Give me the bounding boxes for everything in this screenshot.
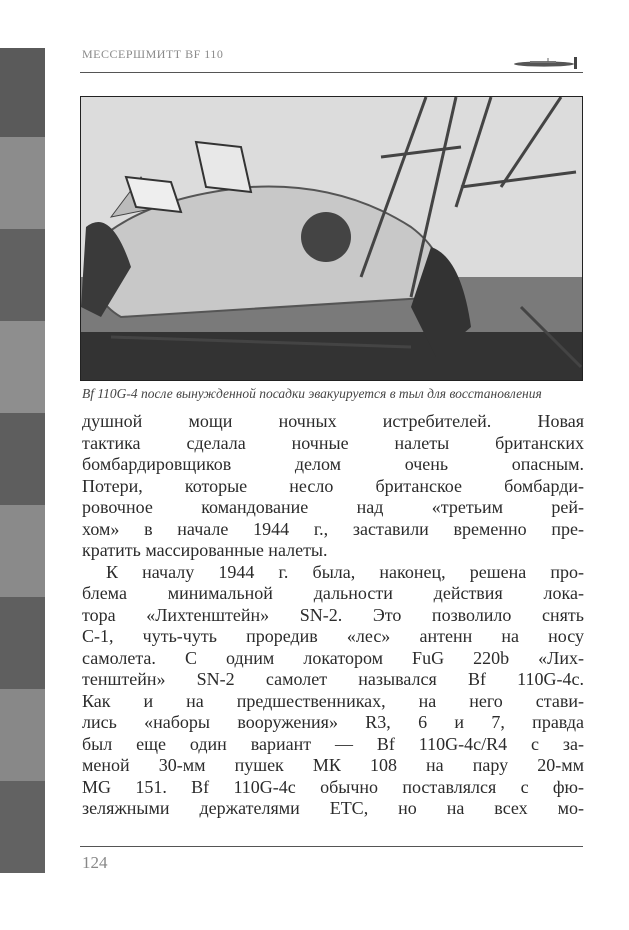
paragraph-2 (82, 562, 584, 820)
footer-rule (80, 846, 583, 847)
text-line: зеляжными держателями ЕТС, но на всех мо- (82, 798, 584, 818)
scan-edge-stripes (0, 48, 45, 872)
aircraft-silhouette-icon (510, 55, 582, 71)
page-number: 124 (82, 853, 108, 872)
text-line: лись «наборы вооружения» R3, 6 и 7, правда (82, 712, 584, 732)
text-column (82, 386, 584, 820)
text-line: меной 30-мм пушек МК 108 на пару 20-мм (82, 755, 584, 775)
text-line: тенштейн» SN-2 самолет назывался Bf 110G-4c. (82, 669, 584, 689)
text-line: MG 151. Bf 110G-4c обычно поставлялся с фю- (82, 776, 584, 797)
text-line: был еще один вариант — Bf 110G-4c/R4 с за- (82, 733, 584, 754)
text-line: тактика сделала ночные налеты британских (82, 432, 584, 453)
text-line: кратить массированные налеты. (82, 540, 328, 560)
text-line: бомбардировщиков делом очень опасным. (82, 454, 584, 474)
text-line: блема минимальной дальности действия лока- (82, 583, 584, 603)
body-text (82, 411, 584, 820)
text-line: хом» в начале 1944 г., заставили временно пре- (82, 518, 584, 539)
text-line: Потери, которые несло британское бомбарди- (82, 475, 584, 496)
text-line: Как и на предшественниках, на него стави- (82, 690, 584, 711)
text-line: самолета. С одним локатором FuG 220b «Лих- (82, 647, 584, 668)
text-line: ровочное командование над «третьим рей- (82, 497, 584, 517)
text-line: тора «Лихтенштейн» SN-2. Это позволило снять (82, 604, 584, 625)
photo-caption: Bf 110G-4 после вынужденной посадки эвакуируется в тыл для восстановления (82, 386, 542, 401)
paragraph-1 (82, 411, 584, 562)
text-line: С-1, чуть-чуть проредив «лес» антенн на носу (82, 626, 584, 646)
aircraft-photo (80, 96, 583, 381)
header-rule (80, 72, 583, 73)
running-header-title: МЕССЕРШМИТТ BF 110 (82, 47, 224, 61)
text-line: душной мощи ночных истребителей. Новая (82, 411, 584, 431)
text-line: К началу 1944 г. была, наконец, решена про- (106, 561, 584, 582)
